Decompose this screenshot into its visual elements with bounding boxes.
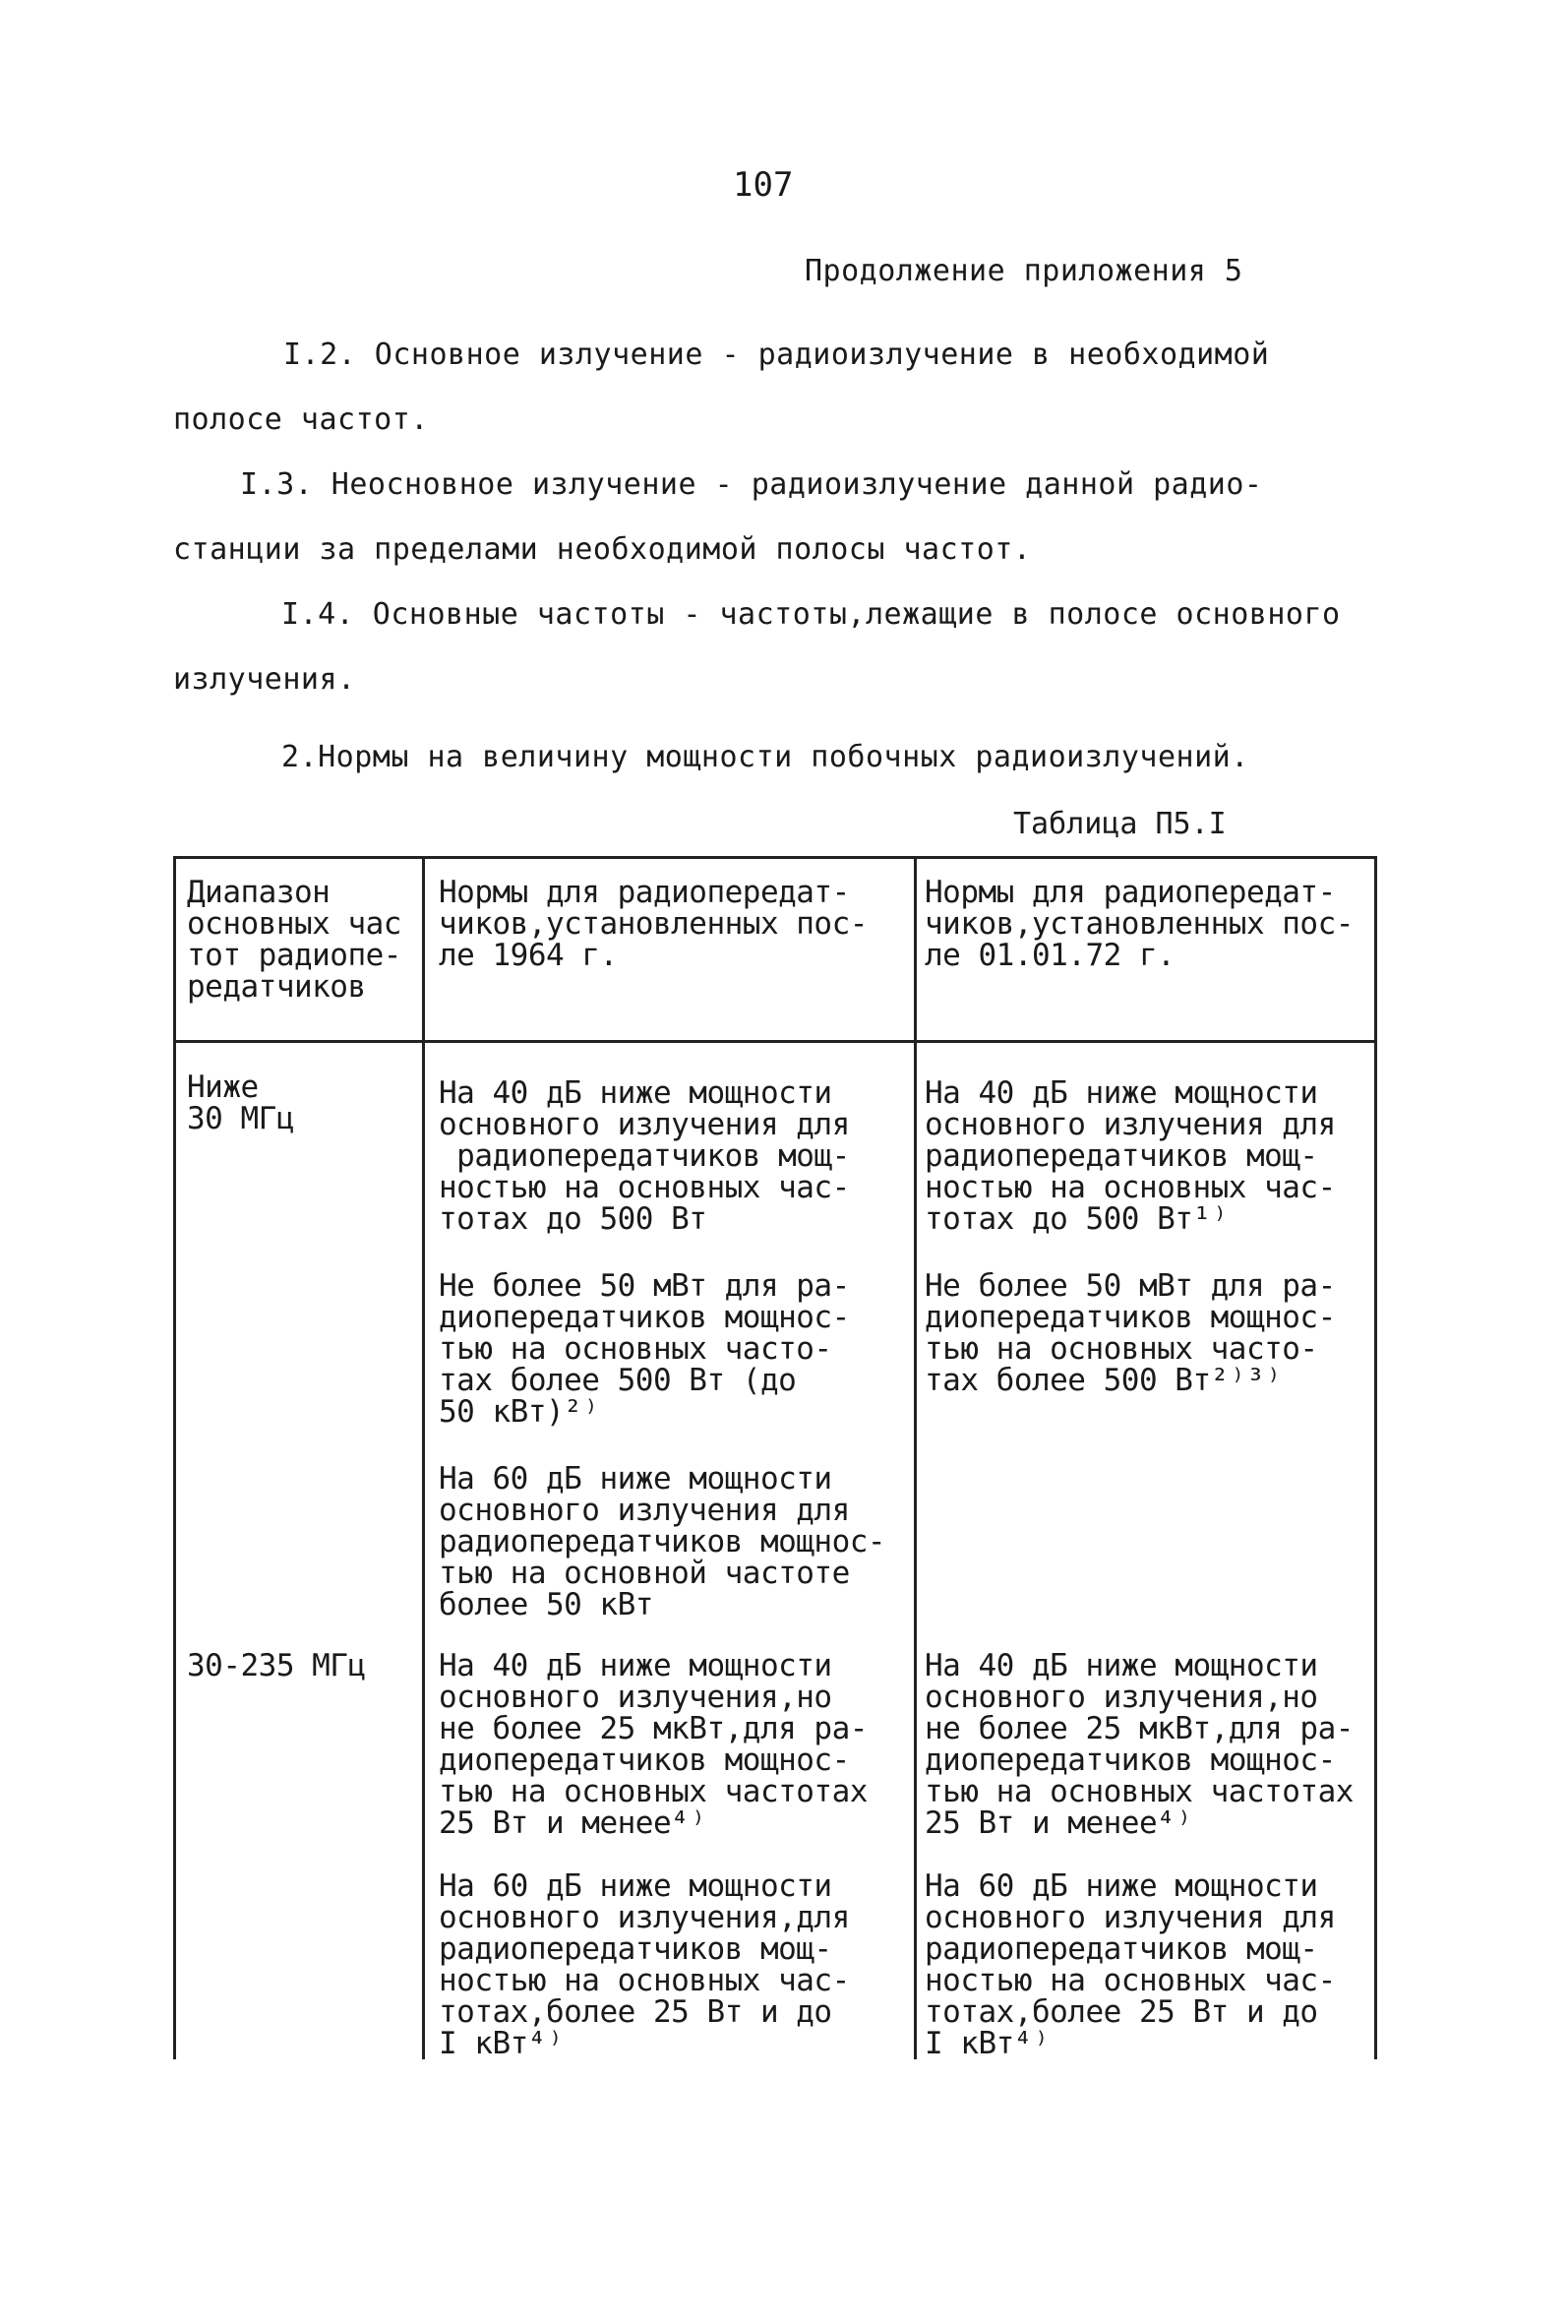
norm-1964-cell: На 40 дБ ниже мощности основного излучения,но не более 25 мкВт,для ра- диопередатчиков мощнос- тью на основных частотах 25 Вт и менее⁴⁾ [439, 1648, 868, 1841]
norm-1972-cell: Не более 50 мВт для ра- диопередатчиков мощнос- тью на основных часто- тах более 500 Вт²⁾³⁾ [925, 1268, 1336, 1398]
norm-1964-cell: На 40 дБ ниже мощности основного излучения для радиопередатчиков мощ- ностью на основных час- тотах до 500 Вт [439, 1075, 850, 1237]
page-number: 107 [733, 165, 794, 205]
norm-1972-cell: На 40 дБ ниже мощности основного излучения для радиопередатчиков мощ- ностью на основных час- тотах до 500 Вт¹⁾ [925, 1075, 1336, 1237]
table-column-divider [914, 859, 917, 2059]
norm-1972-cell: На 40 дБ ниже мощности основного излучения,но не более 25 мкВт,для ра- диопередатчиков мощнос- тью на основных частотах 25 Вт и менее⁴⁾ [925, 1648, 1354, 1841]
norm-1972-cell: На 60 дБ ниже мощности основного излучения для радиопередатчиков мощ- ностью на основных час- тотах,более 25 Вт и до I кВт⁴⁾ [925, 1868, 1336, 2061]
header-norms-1972: Нормы для радиопередат- чиков,установленных пос- ле 01.01.72 г. [925, 875, 1354, 973]
section-2-heading: 2.Нормы на величину мощности побочных радиоизлучений. [281, 740, 1249, 774]
norms-table [173, 856, 1377, 2059]
definition-1-3-line1: I.3. Неосновное излучение - радиоизлучение данной радио- [240, 467, 1263, 502]
definition-1-2-line2: полосе частот. [173, 402, 429, 437]
norm-1964-cell: На 60 дБ ниже мощности основного излучения для радиопередатчиков мощнос- тью на основной частоте более 50 кВт [439, 1461, 886, 1622]
definition-1-3-line2: станции за пределами необходимой полосы частот. [173, 532, 1032, 567]
definition-1-4-line1: I.4. Основные частоты - частоты,лежащие в полосе основного [281, 597, 1341, 632]
norm-1964-cell: На 60 дБ ниже мощности основного излучения,для радиопередатчиков мощ- ностью на основных час- тотах,более 25 Вт и до I кВт⁴⁾ [439, 1868, 850, 2061]
definition-1-2-line1: I.2. Основное излучение - радиоизлучение в необходимой [283, 337, 1270, 372]
header-frequency-range: Диапазон основных час тот радиопе- редатчиков [187, 875, 401, 1005]
row-range-30-235mhz: 30-235 МГц [187, 1648, 366, 1683]
table-border-right [1374, 859, 1377, 2059]
table-column-divider [422, 859, 425, 2059]
table-border-left [173, 859, 176, 2059]
row-range-below-30mhz: Ниже 30 МГц [187, 1070, 294, 1136]
header-norms-1964: Нормы для радиопередат- чиков,установленных пос- ле 1964 г. [439, 875, 868, 973]
table-label: Таблица П5.I [1013, 807, 1227, 841]
norm-1964-cell: Не более 50 мВт для ра- диопередатчиков мощнос- тью на основных часто- тах более 500 Вт (до 50 кВт)²⁾ [439, 1268, 850, 1430]
definition-1-4-line2: излучения. [173, 662, 356, 697]
table-header-divider [173, 1040, 1377, 1043]
appendix-continuation-heading: Продолжение приложения 5 [805, 254, 1243, 288]
